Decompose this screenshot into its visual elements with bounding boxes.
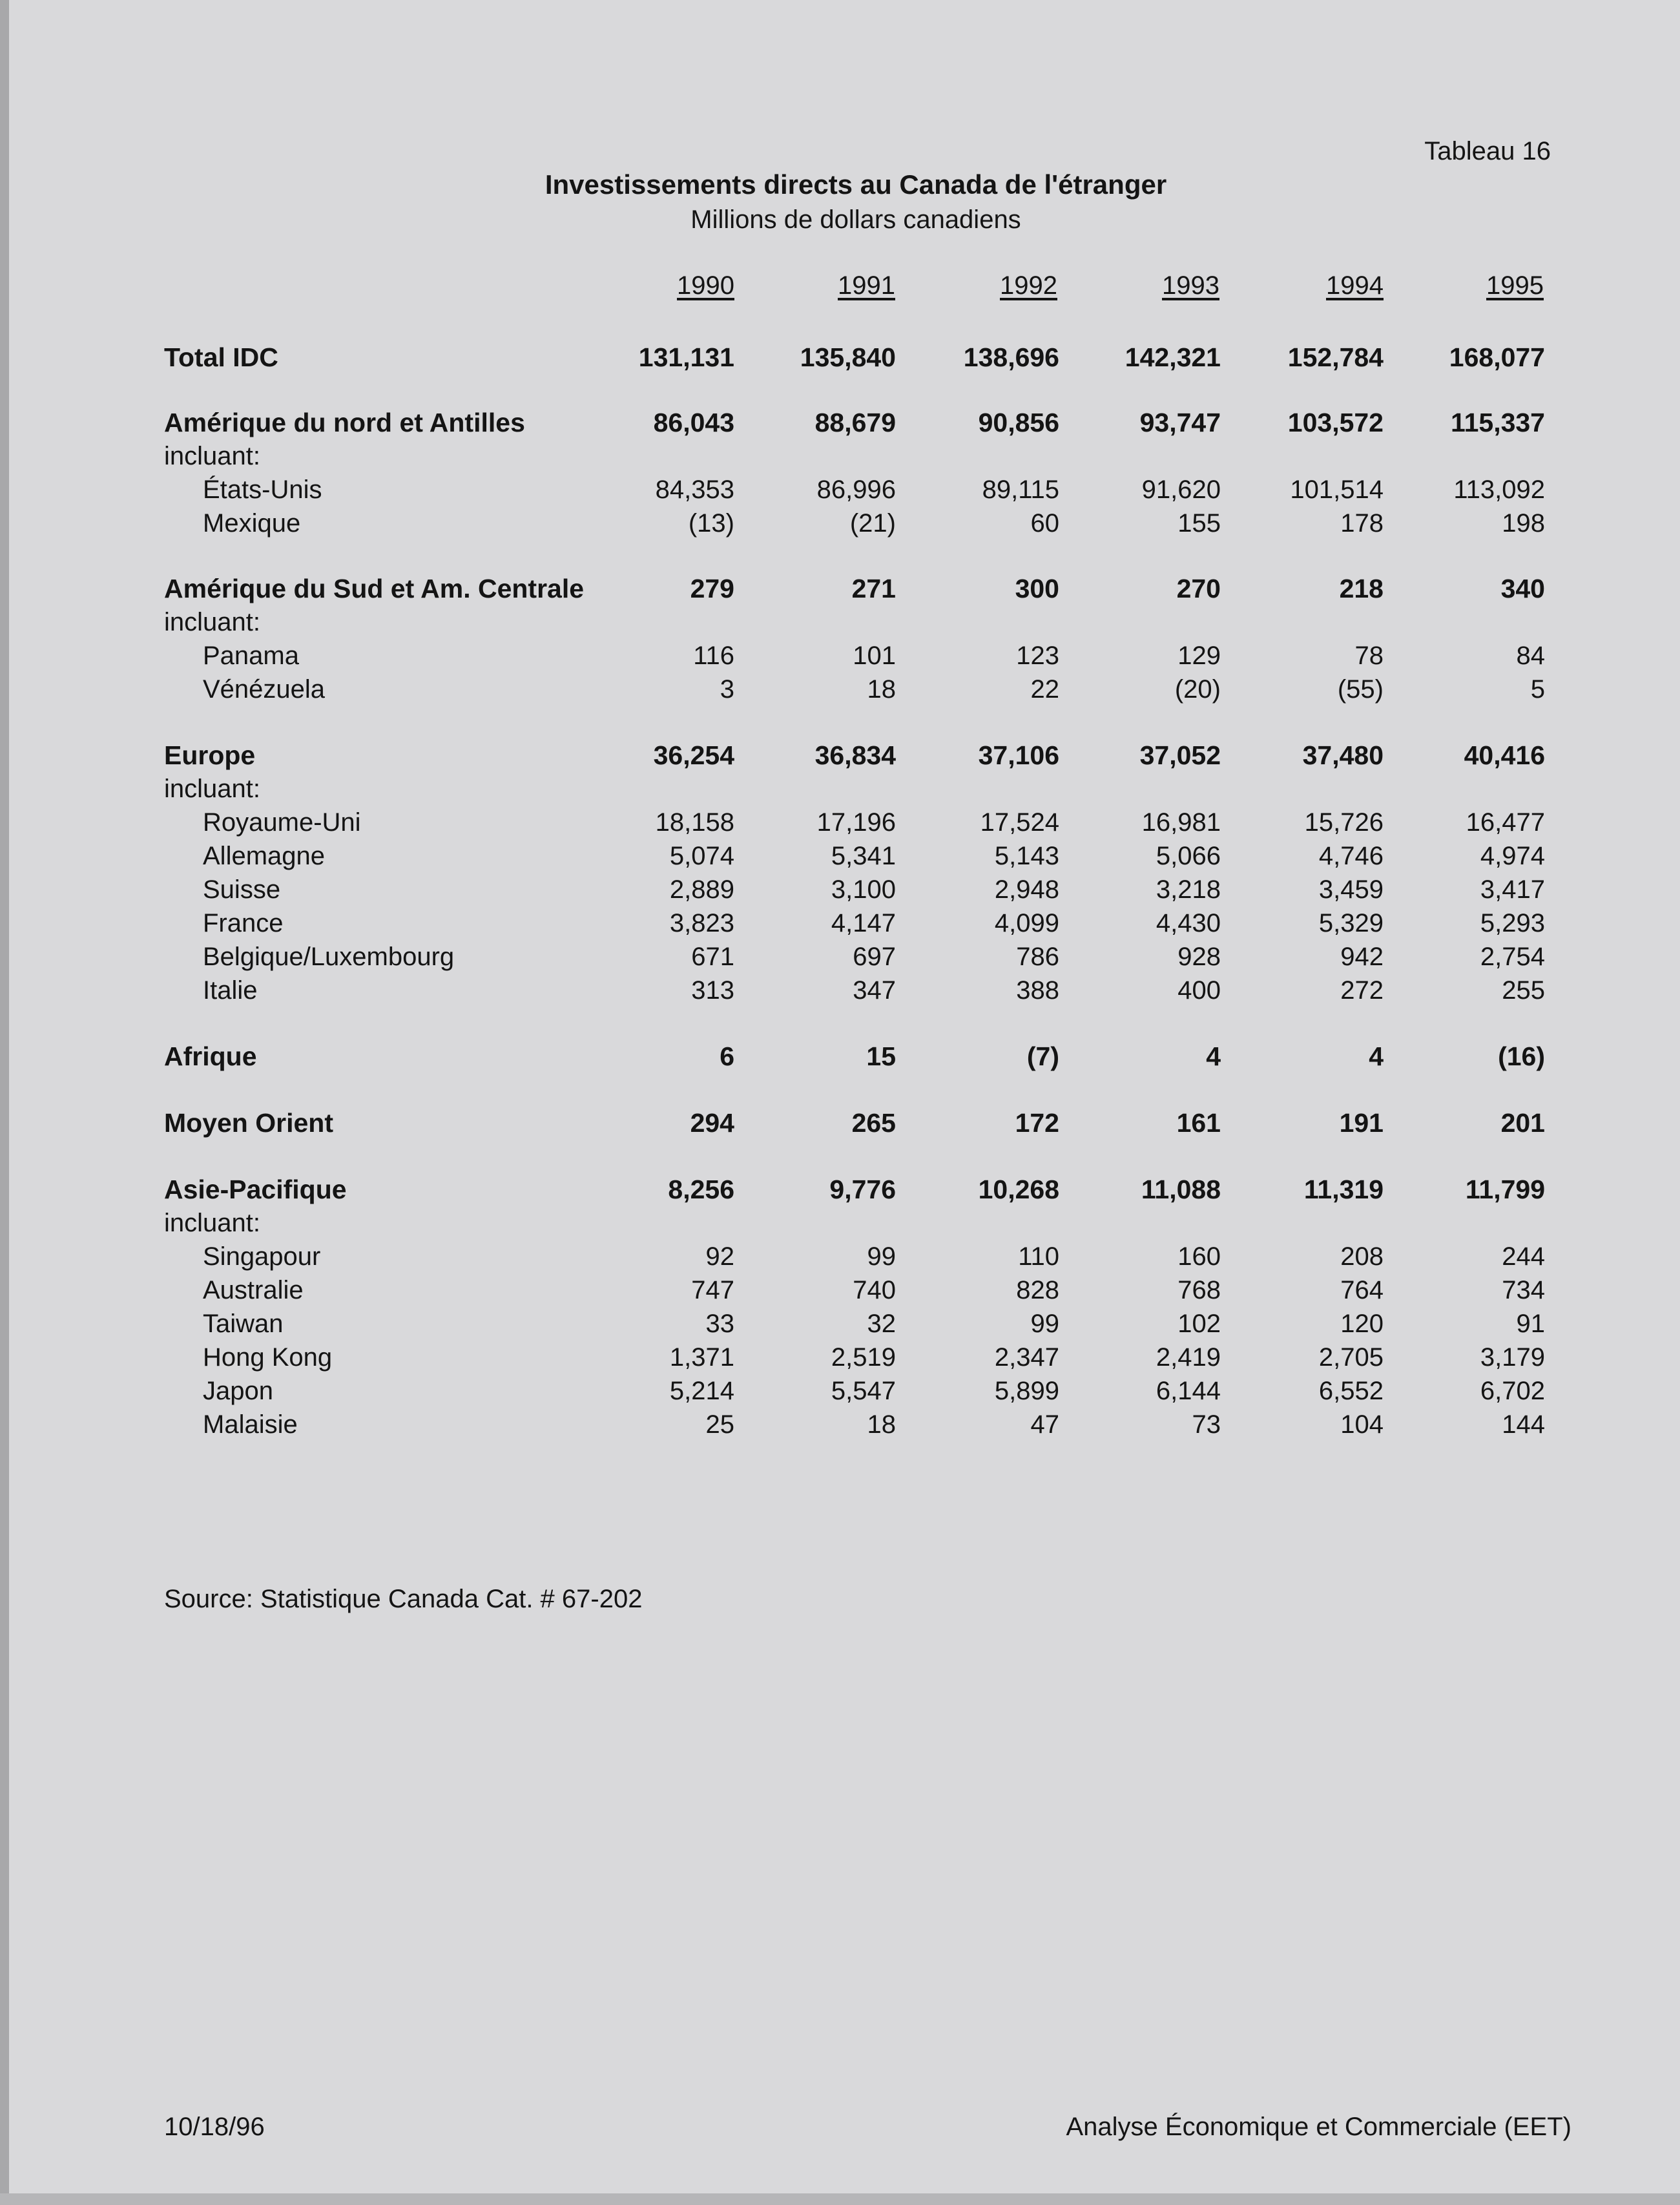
- value-cell: 123: [1016, 642, 1059, 670]
- page-bottom-edge: [0, 2193, 1680, 2205]
- row-label: incluant:: [164, 1209, 260, 1237]
- value-cell: 272: [1340, 976, 1384, 1005]
- value-cell: 18,158: [655, 808, 734, 837]
- value-cell: 115,337: [1451, 408, 1545, 437]
- row-label: Hong Kong: [203, 1343, 333, 1372]
- value-cell: 4,147: [831, 909, 896, 937]
- value-cell: 155: [1177, 509, 1221, 538]
- value-cell: 244: [1502, 1242, 1545, 1271]
- value-cell: 6: [720, 1041, 734, 1071]
- value-cell: 218: [1339, 574, 1384, 603]
- value-cell: 270: [1176, 574, 1221, 603]
- value-cell: 84: [1516, 642, 1545, 670]
- table-row: [0, 1374, 1680, 1408]
- row-label: Malaisie: [203, 1410, 298, 1439]
- value-cell: (16): [1498, 1041, 1545, 1071]
- value-cell: 160: [1177, 1242, 1221, 1271]
- value-cell: 2,419: [1156, 1343, 1221, 1372]
- value-cell: 17,196: [816, 808, 896, 837]
- value-cell: 4,746: [1318, 842, 1384, 870]
- value-cell: 6,144: [1156, 1377, 1221, 1405]
- row-label: Afrique: [164, 1041, 257, 1071]
- table-row: [0, 673, 1680, 706]
- row-label: Vénézuela: [203, 675, 326, 704]
- table-row: [0, 1341, 1680, 1374]
- value-cell: 15,726: [1304, 808, 1384, 837]
- value-cell: 3,823: [669, 909, 734, 937]
- year-header: 1990: [677, 271, 734, 300]
- year-header-row: [0, 271, 1680, 304]
- value-cell: 828: [1016, 1276, 1059, 1304]
- value-cell: 3: [720, 675, 734, 704]
- value-cell: 2,705: [1318, 1343, 1384, 1372]
- footer-date: 10/18/96: [164, 2113, 265, 2141]
- value-cell: 208: [1340, 1242, 1384, 1271]
- value-cell: 300: [1015, 574, 1059, 603]
- row-label: Italie: [203, 976, 258, 1005]
- row-label: Panama: [203, 642, 299, 670]
- value-cell: 91: [1516, 1310, 1545, 1338]
- value-cell: 22: [1030, 675, 1059, 704]
- value-cell: 3,459: [1318, 875, 1384, 904]
- value-cell: 142,321: [1125, 342, 1221, 372]
- table-row: [0, 1206, 1680, 1240]
- table-section-row: [0, 1173, 1680, 1206]
- value-cell: 191: [1339, 1108, 1384, 1138]
- value-cell: 91,620: [1141, 475, 1221, 504]
- year-header: 1994: [1326, 271, 1384, 300]
- value-cell: 93,747: [1139, 408, 1221, 437]
- footer-publisher: Analyse Économique et Commerciale (EET): [1066, 2113, 1571, 2141]
- row-label: France: [203, 909, 284, 937]
- value-cell: 279: [690, 574, 734, 603]
- row-label: Europe: [164, 740, 256, 770]
- value-cell: 5,143: [994, 842, 1059, 870]
- value-cell: 138,696: [963, 342, 1059, 372]
- year-header: 1991: [838, 271, 895, 300]
- value-cell: 198: [1502, 509, 1545, 538]
- value-cell: (7): [1026, 1041, 1059, 1071]
- value-cell: 5,329: [1318, 909, 1384, 937]
- value-cell: 4: [1369, 1041, 1384, 1071]
- value-cell: 120: [1340, 1310, 1384, 1338]
- page-title: Investissements directs au Canada de l'étranger: [544, 169, 1167, 200]
- value-cell: 11,319: [1303, 1175, 1384, 1204]
- value-cell: 313: [691, 976, 734, 1005]
- value-cell: (20): [1174, 675, 1221, 704]
- row-label: Belgique/Luxembourg: [203, 943, 455, 971]
- row-label: incluant:: [164, 775, 260, 803]
- value-cell: 340: [1500, 574, 1545, 603]
- value-cell: 4,430: [1156, 909, 1221, 937]
- value-cell: 89,115: [982, 475, 1059, 504]
- value-cell: 33: [705, 1310, 734, 1338]
- table-row: [0, 1408, 1680, 1441]
- value-cell: 265: [851, 1108, 896, 1138]
- source-note: Source: Statistique Canada Cat. # 67-202: [164, 1585, 643, 1613]
- value-cell: 3,179: [1480, 1343, 1545, 1372]
- row-label: Asie-Pacifique: [164, 1175, 347, 1204]
- value-cell: 400: [1177, 976, 1221, 1005]
- value-cell: 768: [1177, 1276, 1221, 1304]
- row-label: Amérique du nord et Antilles: [164, 408, 525, 437]
- row-label: Suisse: [203, 875, 281, 904]
- value-cell: 15: [866, 1041, 896, 1071]
- table-section-row: [0, 572, 1680, 605]
- row-label: Singapour: [203, 1242, 321, 1271]
- table-number: Tableau 16: [1424, 137, 1551, 165]
- table-row: [0, 806, 1680, 839]
- value-cell: 144: [1502, 1410, 1545, 1439]
- row-label: États-Unis: [203, 475, 322, 504]
- value-cell: 2,754: [1480, 943, 1545, 971]
- value-cell: 3,417: [1480, 875, 1545, 904]
- value-cell: 99: [1030, 1310, 1059, 1338]
- value-cell: 9,776: [829, 1175, 896, 1204]
- row-label: Japon: [203, 1377, 273, 1405]
- table-row: [0, 873, 1680, 906]
- value-cell: 4: [1206, 1041, 1221, 1071]
- value-cell: 88,679: [814, 408, 896, 437]
- table-row: [0, 639, 1680, 673]
- value-cell: 178: [1340, 509, 1384, 538]
- table-row: [0, 1307, 1680, 1341]
- value-cell: 5,066: [1156, 842, 1221, 870]
- value-cell: 60: [1030, 509, 1059, 538]
- value-cell: 734: [1502, 1276, 1545, 1304]
- row-label: Taiwan: [203, 1310, 284, 1338]
- row-label: Total IDC: [164, 342, 278, 372]
- value-cell: 90,856: [978, 408, 1059, 437]
- row-label: incluant:: [164, 442, 260, 470]
- value-cell: 25: [705, 1410, 734, 1439]
- value-cell: 37,480: [1302, 740, 1384, 770]
- value-cell: 5,214: [669, 1377, 734, 1405]
- table-row: [0, 906, 1680, 940]
- value-cell: 10,268: [978, 1175, 1059, 1204]
- table-row: [0, 1273, 1680, 1307]
- value-cell: 16,477: [1466, 808, 1545, 837]
- value-cell: 36,254: [653, 740, 734, 770]
- value-cell: 747: [691, 1276, 734, 1304]
- value-cell: (55): [1337, 675, 1384, 704]
- page-left-edge: [0, 0, 9, 2205]
- table-row: [0, 605, 1680, 639]
- value-cell: 32: [867, 1310, 896, 1338]
- value-cell: 18: [867, 1410, 896, 1439]
- value-cell: 113,092: [1453, 475, 1545, 504]
- value-cell: 84,353: [655, 475, 734, 504]
- row-label: Allemagne: [203, 842, 326, 870]
- value-cell: 6,552: [1318, 1377, 1384, 1405]
- value-cell: 73: [1192, 1410, 1221, 1439]
- value-cell: 5: [1530, 675, 1545, 704]
- value-cell: 110: [1018, 1242, 1059, 1271]
- value-cell: 3,218: [1156, 875, 1221, 904]
- value-cell: 102: [1177, 1310, 1221, 1338]
- value-cell: 764: [1340, 1276, 1384, 1304]
- table-row: [0, 473, 1680, 507]
- value-cell: 697: [853, 943, 896, 971]
- value-cell: 129: [1177, 642, 1221, 670]
- row-label: Royaume-Uni: [203, 808, 361, 837]
- value-cell: 942: [1340, 943, 1384, 971]
- value-cell: 152,784: [1287, 342, 1384, 372]
- page-subtitle: Millions de dollars canadiens: [690, 205, 1021, 234]
- value-cell: 5,899: [994, 1377, 1059, 1405]
- row-label: Moyen Orient: [164, 1108, 333, 1138]
- value-cell: 255: [1502, 976, 1545, 1005]
- value-cell: 104: [1340, 1410, 1384, 1439]
- value-cell: 168,077: [1449, 342, 1545, 372]
- value-cell: 2,948: [994, 875, 1059, 904]
- value-cell: 347: [853, 976, 896, 1005]
- value-cell: 11,088: [1141, 1175, 1221, 1204]
- value-cell: 116: [693, 642, 734, 670]
- value-cell: 86,043: [653, 408, 734, 437]
- value-cell: 3,100: [831, 875, 896, 904]
- value-cell: 18: [867, 675, 896, 704]
- value-cell: 271: [851, 574, 896, 603]
- value-cell: 36,834: [814, 740, 896, 770]
- table-row: [0, 439, 1680, 473]
- value-cell: 2,519: [831, 1343, 896, 1372]
- value-cell: 928: [1177, 943, 1221, 971]
- table-section-row: [0, 1040, 1680, 1073]
- value-cell: 135,840: [800, 342, 896, 372]
- row-label: Australie: [203, 1276, 304, 1304]
- value-cell: 1,371: [669, 1343, 734, 1372]
- year-header: 1995: [1486, 271, 1544, 300]
- table-row: [0, 974, 1680, 1007]
- value-cell: 78: [1354, 642, 1384, 670]
- value-cell: 5,293: [1480, 909, 1545, 937]
- value-cell: 17,524: [980, 808, 1059, 837]
- value-cell: 740: [853, 1276, 896, 1304]
- value-cell: 172: [1015, 1108, 1059, 1138]
- value-cell: 8,256: [668, 1175, 734, 1204]
- value-cell: 294: [690, 1108, 734, 1138]
- row-label: incluant:: [164, 608, 260, 636]
- table-section-row: [0, 738, 1680, 772]
- row-label: Amérique du Sud et Am. Centrale: [164, 574, 585, 603]
- value-cell: 161: [1176, 1108, 1221, 1138]
- value-cell: (13): [688, 509, 734, 538]
- table-section-row: [0, 340, 1680, 374]
- value-cell: 786: [1016, 943, 1059, 971]
- value-cell: 2,347: [994, 1343, 1059, 1372]
- table-row: [0, 507, 1680, 540]
- value-cell: 4,974: [1480, 842, 1545, 870]
- value-cell: 4,099: [994, 909, 1059, 937]
- value-cell: 92: [705, 1242, 734, 1271]
- value-cell: 99: [867, 1242, 896, 1271]
- value-cell: 86,996: [816, 475, 896, 504]
- table-row: [0, 839, 1680, 873]
- table-section-row: [0, 1106, 1680, 1140]
- value-cell: 40,416: [1464, 740, 1545, 770]
- value-cell: 5,547: [831, 1377, 896, 1405]
- value-cell: 37,052: [1139, 740, 1221, 770]
- year-header: 1993: [1162, 271, 1219, 300]
- value-cell: 131,131: [638, 342, 734, 372]
- table-row: [0, 772, 1680, 806]
- table-section-row: [0, 406, 1680, 439]
- table-row: [0, 940, 1680, 974]
- value-cell: 2,889: [669, 875, 734, 904]
- value-cell: 671: [691, 943, 734, 971]
- row-label: Mexique: [203, 509, 301, 538]
- value-cell: 5,074: [669, 842, 734, 870]
- value-cell: 6,702: [1480, 1377, 1545, 1405]
- value-cell: 201: [1500, 1108, 1545, 1138]
- value-cell: 5,341: [831, 842, 896, 870]
- value-cell: 37,106: [978, 740, 1059, 770]
- value-cell: 101,514: [1290, 475, 1384, 504]
- year-header: 1992: [1000, 271, 1057, 300]
- value-cell: (21): [849, 509, 896, 538]
- value-cell: 103,572: [1287, 408, 1384, 437]
- table-row: [0, 1240, 1680, 1273]
- value-cell: 101: [853, 642, 896, 670]
- value-cell: 47: [1030, 1410, 1059, 1439]
- value-cell: 388: [1016, 976, 1059, 1005]
- value-cell: 16,981: [1141, 808, 1221, 837]
- value-cell: 11,799: [1465, 1175, 1545, 1204]
